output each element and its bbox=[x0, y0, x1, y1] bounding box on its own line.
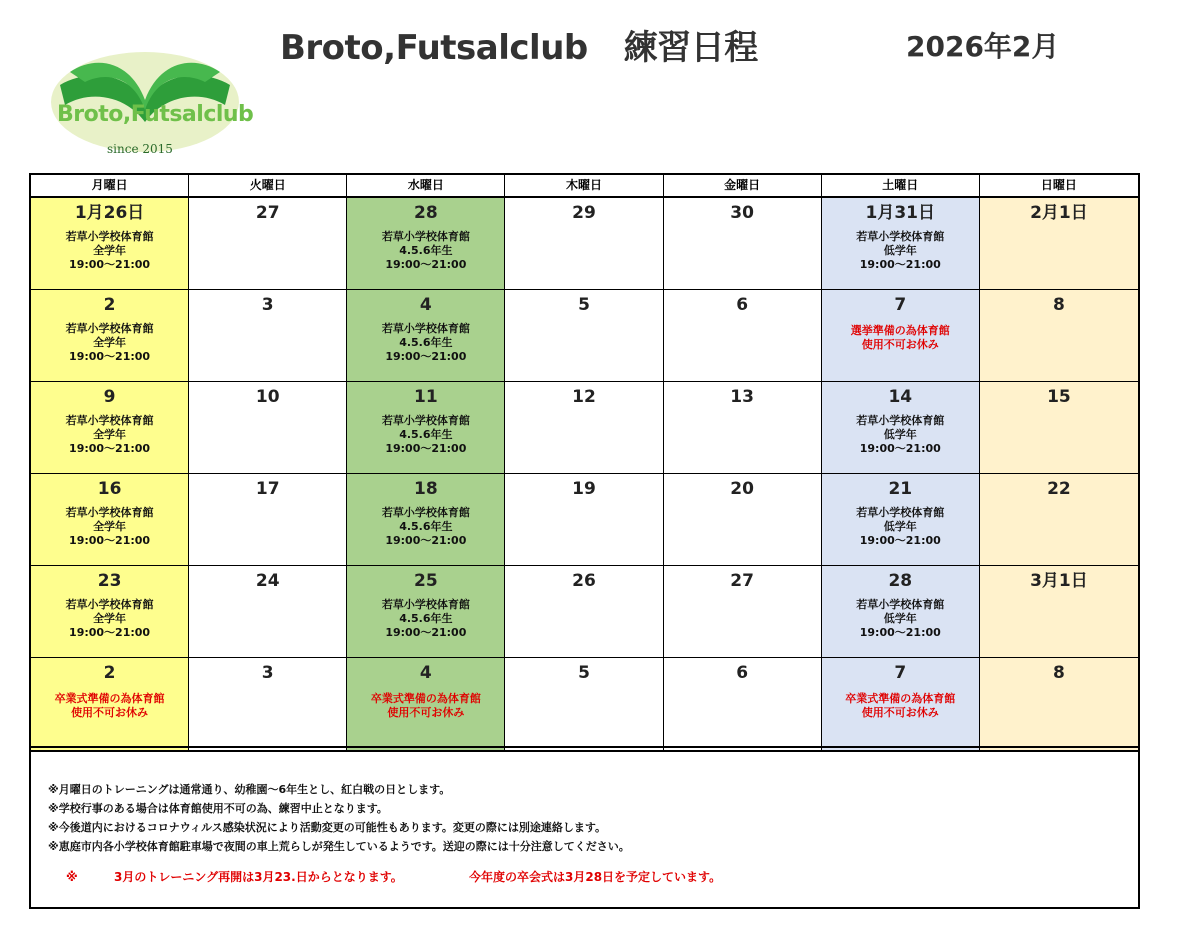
calendar-day-cell bbox=[505, 382, 663, 474]
day-number: 8 bbox=[1052, 663, 1065, 683]
practice-info bbox=[822, 598, 979, 640]
day-number: 5 bbox=[578, 295, 590, 315]
practice-info-line: 19:00〜21:00 bbox=[859, 258, 941, 271]
practice-info-line: 19:00〜21:00 bbox=[385, 350, 467, 363]
calendar-grid bbox=[29, 173, 1140, 752]
day-number: 4 bbox=[419, 663, 432, 683]
notes-box bbox=[29, 746, 1140, 909]
month-label: 2026年2月 bbox=[906, 30, 1060, 63]
calendar-day-cell bbox=[189, 198, 347, 290]
calendar-day-cell bbox=[347, 566, 505, 658]
practice-info-line: 若草小学校体育館 bbox=[65, 230, 154, 243]
calendar-day-cell bbox=[664, 198, 822, 290]
practice-info bbox=[31, 506, 188, 548]
day-number: 23 bbox=[97, 571, 122, 591]
calendar-day-cell bbox=[980, 474, 1138, 566]
practice-info-line: 全学年 bbox=[93, 336, 127, 349]
weekday-header: 火曜日 bbox=[189, 175, 347, 198]
day-number: 26 bbox=[572, 571, 596, 591]
weekday-header: 土曜日 bbox=[822, 175, 980, 198]
cancellation-note-line: 卒業式準備の為体育館 bbox=[370, 692, 481, 705]
practice-info-line: 19:00〜21:00 bbox=[385, 534, 467, 547]
cancellation-note bbox=[822, 324, 979, 352]
calendar-day-cell bbox=[31, 566, 189, 658]
practice-info bbox=[31, 230, 188, 272]
calendar-day-cell bbox=[189, 290, 347, 382]
calendar-day-cell bbox=[505, 566, 663, 658]
title-schedule: 練習日程 bbox=[623, 28, 758, 68]
day-number: 1月31日 bbox=[865, 203, 936, 223]
cancellation-note-line: 選挙準備の為体育館 bbox=[850, 324, 950, 337]
calendar-day-cell bbox=[822, 198, 980, 290]
calendar-day-cell bbox=[31, 658, 189, 750]
cancellation-note bbox=[31, 692, 188, 720]
title-club: Broto,Futsalclub bbox=[280, 28, 588, 68]
practice-info-line: 全学年 bbox=[93, 520, 127, 533]
calendar-day-cell bbox=[347, 382, 505, 474]
note-line: ※恵庭市内各小学校体育館駐車場で夜間の車上荒らしが発生しているようです。送迎の際には十分注意してください。 bbox=[48, 840, 630, 853]
practice-info-line: 19:00〜21:00 bbox=[859, 534, 941, 547]
cancellation-note-line: 使用不可お休み bbox=[387, 706, 465, 719]
note-line: ※学校行事のある場合は体育館使用不可の為、練習中止となります。 bbox=[48, 802, 388, 815]
practice-info-line: 若草小学校体育館 bbox=[65, 506, 154, 519]
practice-info-line: 19:00〜21:00 bbox=[385, 442, 467, 455]
weekday-header: 日曜日 bbox=[980, 175, 1138, 198]
note-line: ※月曜日のトレーニングは通常通り、幼稚園〜6年生とし、紅白戦の日とします。 bbox=[48, 783, 451, 796]
practice-info-line: 19:00〜21:00 bbox=[69, 442, 151, 455]
practice-info-line: 低学年 bbox=[883, 244, 917, 257]
calendar-day-cell bbox=[189, 382, 347, 474]
day-number: 6 bbox=[736, 663, 749, 683]
calendar-day-cell bbox=[347, 474, 505, 566]
practice-info bbox=[822, 414, 979, 456]
weekday-header: 月曜日 bbox=[31, 175, 189, 198]
practice-info-line: 19:00〜21:00 bbox=[69, 534, 151, 547]
practice-info-line: 4.5.6年生 bbox=[399, 612, 453, 625]
day-number: 28 bbox=[888, 571, 913, 591]
calendar-day-cell bbox=[505, 474, 663, 566]
day-number: 10 bbox=[255, 387, 280, 407]
cancellation-note-line: 使用不可お休み bbox=[861, 338, 939, 351]
green-book-logo-icon bbox=[45, 30, 254, 160]
day-number: 3月1日 bbox=[1030, 571, 1088, 591]
calendar-day-cell bbox=[347, 658, 505, 750]
practice-info-line: 若草小学校体育館 bbox=[381, 322, 470, 335]
calendar-day-cell bbox=[664, 290, 822, 382]
logo-since: since 2015 bbox=[107, 142, 173, 156]
cancellation-note bbox=[347, 692, 504, 720]
calendar-day-cell bbox=[822, 474, 980, 566]
practice-info-line: 19:00〜21:00 bbox=[69, 350, 151, 363]
weekday-header: 金曜日 bbox=[664, 175, 822, 198]
calendar-day-cell bbox=[189, 474, 347, 566]
practice-info-line: 4.5.6年生 bbox=[399, 244, 453, 257]
calendar-day-cell bbox=[664, 474, 822, 566]
calendar-day-cell bbox=[822, 382, 980, 474]
day-number: 3 bbox=[261, 663, 274, 683]
cancellation-note-line: 卒業式準備の為体育館 bbox=[845, 692, 956, 705]
day-number: 20 bbox=[730, 479, 754, 499]
day-number: 13 bbox=[730, 387, 754, 407]
practice-info bbox=[347, 414, 504, 456]
day-number: 7 bbox=[894, 663, 907, 683]
day-number: 2月1日 bbox=[1030, 203, 1088, 223]
calendar-day-cell bbox=[347, 290, 505, 382]
calendar-day-cell bbox=[31, 198, 189, 290]
day-number: 12 bbox=[572, 387, 596, 407]
calendar-day-cell bbox=[189, 658, 347, 750]
cancellation-note-line: 卒業式準備の為体育館 bbox=[54, 692, 165, 705]
practice-info-line: 19:00〜21:00 bbox=[859, 626, 941, 639]
practice-info bbox=[347, 230, 504, 272]
calendar-day-cell bbox=[31, 290, 189, 382]
day-number: 24 bbox=[255, 571, 280, 591]
practice-info-line: 若草小学校体育館 bbox=[381, 506, 470, 519]
day-number: 29 bbox=[572, 203, 596, 223]
day-number: 25 bbox=[414, 571, 438, 591]
day-number: 27 bbox=[730, 571, 754, 591]
practice-info-line: 若草小学校体育館 bbox=[856, 598, 945, 611]
practice-info-line: 若草小学校体育館 bbox=[381, 230, 470, 243]
calendar-day-cell bbox=[189, 566, 347, 658]
day-number: 28 bbox=[414, 203, 438, 223]
calendar-day-cell bbox=[664, 382, 822, 474]
calendar-day-cell bbox=[664, 658, 822, 750]
practice-info-line: 若草小学校体育館 bbox=[856, 230, 945, 243]
cancellation-note bbox=[822, 692, 979, 720]
day-number: 17 bbox=[255, 479, 280, 499]
day-number: 18 bbox=[414, 479, 438, 499]
day-number: 11 bbox=[414, 387, 438, 407]
practice-info-line: 若草小学校体育館 bbox=[381, 598, 470, 611]
cancellation-note-line: 使用不可お休み bbox=[861, 706, 939, 719]
calendar-day-cell bbox=[980, 566, 1138, 658]
day-number: 19 bbox=[572, 479, 596, 499]
practice-info-line: 若草小学校体育館 bbox=[856, 506, 945, 519]
calendar-day-cell bbox=[980, 382, 1138, 474]
practice-info-line: 全学年 bbox=[93, 612, 127, 625]
practice-info-line: 全学年 bbox=[93, 244, 127, 257]
day-number: 2 bbox=[103, 295, 116, 315]
calendar-day-cell bbox=[505, 198, 663, 290]
day-number: 3 bbox=[261, 295, 274, 315]
calendar-day-cell bbox=[31, 474, 189, 566]
practice-info-line: 低学年 bbox=[883, 612, 917, 625]
practice-info-line: 19:00〜21:00 bbox=[385, 258, 467, 271]
practice-info bbox=[31, 322, 188, 364]
day-number: 5 bbox=[578, 663, 590, 683]
practice-info-line: 4.5.6年生 bbox=[399, 428, 453, 441]
weekday-header: 木曜日 bbox=[505, 175, 663, 198]
practice-info-line: 全学年 bbox=[93, 428, 127, 441]
practice-info-line: 4.5.6年生 bbox=[399, 336, 453, 349]
calendar-day-cell bbox=[980, 658, 1138, 750]
calendar-day-cell bbox=[822, 290, 980, 382]
day-number: 22 bbox=[1047, 479, 1071, 499]
calendar-day-cell bbox=[664, 566, 822, 658]
practice-info-line: 4.5.6年生 bbox=[399, 520, 453, 533]
calendar-day-cell bbox=[347, 198, 505, 290]
day-number: 27 bbox=[255, 203, 280, 223]
calendar-day-cell bbox=[980, 198, 1138, 290]
practice-info bbox=[822, 506, 979, 548]
calendar-day-cell bbox=[822, 658, 980, 750]
calendar-day-cell bbox=[505, 290, 663, 382]
practice-info-line: 若草小学校体育館 bbox=[381, 414, 470, 427]
practice-info-line: 若草小学校体育館 bbox=[65, 598, 154, 611]
practice-info-line: 19:00〜21:00 bbox=[385, 626, 467, 639]
logo-text: Broto,Futsalclub bbox=[57, 102, 254, 127]
day-number: 21 bbox=[888, 479, 913, 499]
practice-info-line: 若草小学校体育館 bbox=[856, 414, 945, 427]
day-number: 1月26日 bbox=[74, 203, 145, 223]
practice-info bbox=[347, 506, 504, 548]
practice-info bbox=[347, 598, 504, 640]
practice-info-line: 19:00〜21:00 bbox=[69, 258, 151, 271]
practice-info bbox=[822, 230, 979, 272]
announcement-mark: ※ bbox=[66, 870, 78, 884]
announcement-line bbox=[48, 868, 1138, 885]
calendar-day-cell bbox=[980, 290, 1138, 382]
club-logo bbox=[45, 30, 254, 160]
day-number: 30 bbox=[730, 203, 754, 223]
day-number: 6 bbox=[736, 295, 749, 315]
day-number: 4 bbox=[419, 295, 432, 315]
day-number: 2 bbox=[103, 663, 116, 683]
note-line: ※今後道内におけるコロナウィルス感染状況により活動変更の可能性もあります。変更の際には別途連絡します。 bbox=[48, 821, 606, 834]
practice-info bbox=[31, 598, 188, 640]
graduation-announcement: 今年度の卒会式は3月28日を予定しています。 bbox=[469, 870, 722, 884]
practice-info bbox=[347, 322, 504, 364]
day-number: 7 bbox=[894, 295, 907, 315]
day-number: 16 bbox=[97, 479, 122, 499]
practice-info-line: 若草小学校体育館 bbox=[65, 322, 154, 335]
cancellation-note-line: 使用不可お休み bbox=[71, 706, 149, 719]
practice-info bbox=[31, 414, 188, 456]
practice-info-line: 19:00〜21:00 bbox=[69, 626, 151, 639]
calendar-day-cell bbox=[822, 566, 980, 658]
calendar-day-cell bbox=[31, 382, 189, 474]
practice-info-line: 若草小学校体育館 bbox=[65, 414, 154, 427]
practice-info-line: 低学年 bbox=[883, 428, 917, 441]
practice-info-line: 低学年 bbox=[883, 520, 917, 533]
day-number: 9 bbox=[103, 387, 116, 407]
restart-announcement: 3月のトレーニング再開は3月23.日からとなります。 bbox=[114, 870, 403, 884]
day-number: 14 bbox=[888, 387, 913, 407]
day-number: 8 bbox=[1052, 295, 1065, 315]
weekday-header: 水曜日 bbox=[347, 175, 505, 198]
page-title bbox=[280, 20, 758, 69]
practice-info-line: 19:00〜21:00 bbox=[859, 442, 941, 455]
calendar-day-cell bbox=[505, 658, 663, 750]
day-number: 15 bbox=[1047, 387, 1071, 407]
